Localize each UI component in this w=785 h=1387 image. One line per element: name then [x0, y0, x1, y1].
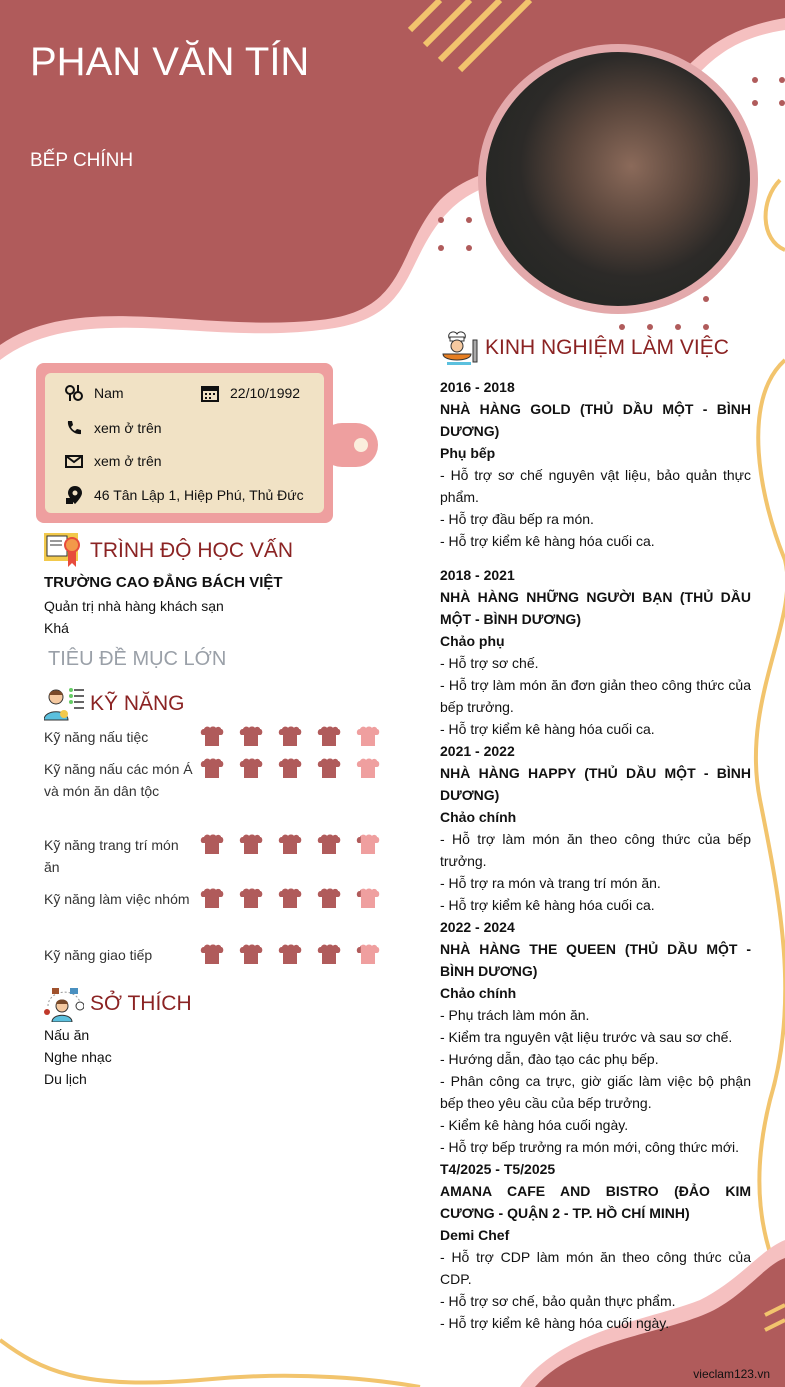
job-task: - Hỗ trợ kiểm kê hàng hóa cuối ca.	[440, 897, 655, 913]
education-school: TRƯỜNG CAO ĐẲNG BÁCH VIỆT	[44, 574, 283, 591]
gender-icon	[64, 383, 84, 403]
skill-rating	[200, 758, 380, 780]
job-period: 2022 - 2024	[440, 919, 515, 935]
job-task: - Phân công ca trực, giờ giấc làm việc bộ phận bếp theo yêu cầu của bếp trưởng.	[440, 1073, 751, 1111]
job-task: - Hỗ trợ CDP làm món ăn theo công thức của CDP.	[440, 1249, 751, 1287]
calendar-icon	[200, 383, 220, 403]
phone-value: xem ở trên	[94, 420, 162, 436]
job-task: - Hướng dẫn, đào tạo các phụ bếp.	[440, 1051, 659, 1067]
education-heading	[44, 533, 293, 569]
skills-person-icon	[44, 687, 84, 721]
chef-hat-icon	[317, 726, 341, 748]
job-task: - Kiểm tra nguyên vật liệu trước và sau sơ chế.	[440, 1029, 733, 1045]
certificate-icon	[44, 533, 84, 569]
chef-hat-icon	[278, 726, 302, 748]
chef-hat-icon	[239, 758, 263, 780]
chef-hat-icon	[278, 944, 302, 966]
job-task: - Hỗ trợ làm món ăn đơn giản theo công thức của bếp trưởng.	[440, 677, 751, 715]
candidate-name: PHAN VĂN TÍN	[30, 40, 310, 84]
experience-item	[440, 1158, 751, 1334]
chef-hat-icon	[317, 944, 341, 966]
job-task: - Phụ trách làm món ăn.	[440, 1007, 590, 1023]
skills-heading	[44, 687, 185, 721]
skill-row	[44, 758, 384, 802]
candidate-role: BẾP CHÍNH	[30, 150, 134, 171]
chef-hat-icon	[278, 834, 302, 856]
education-title: TRÌNH ĐỘ HỌC VẤN	[90, 539, 294, 562]
hobbies-person-icon	[44, 986, 84, 1022]
job-task: - Hỗ trợ kiểm kê hàng hóa cuối ca.	[440, 533, 655, 549]
job-company: NHÀ HÀNG THE QUEEN (THỦ DẦU MỘT - BÌNH DƯƠNG)	[440, 941, 751, 979]
experience-title: KINH NGHIỆM LÀM VIỆC	[485, 336, 729, 359]
chef-hat-icon	[278, 888, 302, 910]
skill-rating	[200, 888, 380, 910]
chef-hat-icon	[317, 888, 341, 910]
job-task: - Hỗ trợ làm món ăn theo công thức của bếp trưởng.	[440, 831, 751, 869]
chef-hat-icon	[278, 758, 302, 780]
board-handle	[320, 423, 378, 467]
skill-row	[44, 888, 384, 910]
skill-row	[44, 834, 384, 878]
job-position: Phụ bếp	[440, 445, 496, 461]
birthday-info	[200, 383, 300, 403]
job-task: - Hỗ trợ sơ chế nguyên vật liệu, bảo quản thực phẩm.	[440, 467, 751, 505]
chef-hat-icon	[200, 834, 224, 856]
job-task: - Hỗ trợ đầu bếp ra món.	[440, 511, 594, 527]
email-info	[64, 451, 162, 471]
skill-rating	[200, 944, 380, 966]
profile-photo	[478, 44, 758, 314]
gender-info	[64, 383, 124, 403]
job-task: - Hỗ trợ kiểm kê hàng hóa cuối ngày.	[440, 1315, 670, 1331]
hobbies-heading	[44, 986, 192, 1022]
gender-value: Nam	[94, 385, 124, 401]
job-period: T4/2025 - T5/2025	[440, 1161, 556, 1177]
hobby-item: Nấu ăn	[44, 1027, 90, 1043]
skill-name: Kỹ năng làm việc nhóm	[44, 891, 190, 907]
chef-hat-icon	[200, 726, 224, 748]
email-value: xem ở trên	[94, 453, 162, 469]
chef-hat-icon	[200, 944, 224, 966]
experience-item	[440, 916, 751, 1158]
experience-item	[440, 740, 751, 916]
job-period: 2016 - 2018	[440, 379, 515, 395]
job-company: NHÀ HÀNG GOLD (THỦ DẦU MỘT - BÌNH DƯƠNG)	[440, 401, 751, 439]
job-task: - Hỗ trợ sơ chế, bảo quản thực phẩm.	[440, 1293, 676, 1309]
chef-hat-icon	[356, 726, 380, 748]
chef-hat-icon	[356, 758, 380, 780]
chef-hat-icon	[356, 834, 380, 856]
chef-hat-icon	[317, 834, 341, 856]
skill-name: Kỹ năng nấu các món Á và món ăn dân tộc	[44, 761, 193, 799]
chef-hat-icon	[317, 758, 341, 780]
experience-item	[440, 376, 751, 552]
hobby-item: Du lịch	[44, 1071, 87, 1087]
footer-brand: vieclam123.vn	[693, 1367, 770, 1381]
education-major: Quản trị nhà hàng khách sạn	[44, 598, 224, 614]
chef-hat-icon	[356, 944, 380, 966]
address-value: 46 Tân Lập 1, Hiệp Phú, Thủ Đức	[94, 487, 304, 503]
skill-name: Kỹ năng giao tiếp	[44, 947, 153, 963]
job-task: - Hỗ trợ bếp trưởng ra món mới, công thức mới.	[440, 1139, 739, 1155]
job-task: - Kiểm kê hàng hóa cuối ngày.	[440, 1117, 629, 1133]
chef-hat-icon	[239, 834, 263, 856]
skill-name: Kỹ năng trang trí món ăn	[44, 837, 179, 875]
experience-item	[440, 564, 751, 740]
phone-info	[64, 418, 162, 438]
location-icon	[64, 485, 84, 505]
chef-hat-icon	[239, 726, 263, 748]
job-period: 2021 - 2022	[440, 743, 515, 759]
job-position: Chảo chính	[440, 985, 517, 1001]
education-grade: Khá	[44, 620, 69, 636]
board-hole	[354, 438, 368, 452]
job-company: NHÀ HÀNG HAPPY (THỦ DẦU MỘT - BÌNH DƯƠNG)	[440, 765, 751, 803]
skill-row	[44, 726, 384, 748]
skill-rating	[200, 834, 380, 856]
chef-hat-icon	[356, 888, 380, 910]
experience-heading	[441, 330, 729, 366]
job-company: NHÀ HÀNG NHỮNG NGƯỜI BẠN (THỦ DẦU MỘT - BÌNH DƯƠNG)	[440, 589, 751, 627]
hobbies-title: SỞ THÍCH	[90, 992, 192, 1015]
birthday-value: 22/10/1992	[230, 385, 301, 401]
job-period: 2018 - 2021	[440, 567, 515, 583]
skill-name: Kỹ năng nấu tiệc	[44, 729, 149, 745]
skills-title: KỸ NĂNG	[90, 692, 185, 715]
job-position: Demi Chef	[440, 1227, 510, 1243]
hobbies-list	[44, 1024, 112, 1090]
job-position: Chảo phụ	[440, 633, 505, 649]
chef-hat-icon	[239, 944, 263, 966]
skill-row	[44, 944, 384, 966]
mail-icon	[64, 451, 84, 471]
chef-hat-icon	[200, 758, 224, 780]
job-task: - Hỗ trợ sơ chế.	[440, 655, 539, 671]
job-task: - Hỗ trợ kiểm kê hàng hóa cuối ca.	[440, 721, 655, 737]
job-company: AMANA CAFE AND BISTRO (ĐẢO KIM CƯƠNG - QUẬN 2 - TP. HỒ CHÍ MINH)	[440, 1183, 751, 1221]
chef-hat-icon	[200, 888, 224, 910]
job-task: - Hỗ trợ ra món và trang trí món ăn.	[440, 875, 661, 891]
job-position: Chảo chính	[440, 809, 517, 825]
chef-cooking-icon	[441, 330, 479, 366]
chef-hat-icon	[239, 888, 263, 910]
experience-list	[440, 376, 751, 1334]
skill-rating	[200, 726, 380, 748]
address-info	[64, 485, 304, 505]
placeholder-section-title: TIÊU ĐỀ MỤC LỚN	[48, 648, 227, 670]
phone-icon	[64, 418, 84, 438]
hobby-item: Nghe nhạc	[44, 1049, 112, 1065]
